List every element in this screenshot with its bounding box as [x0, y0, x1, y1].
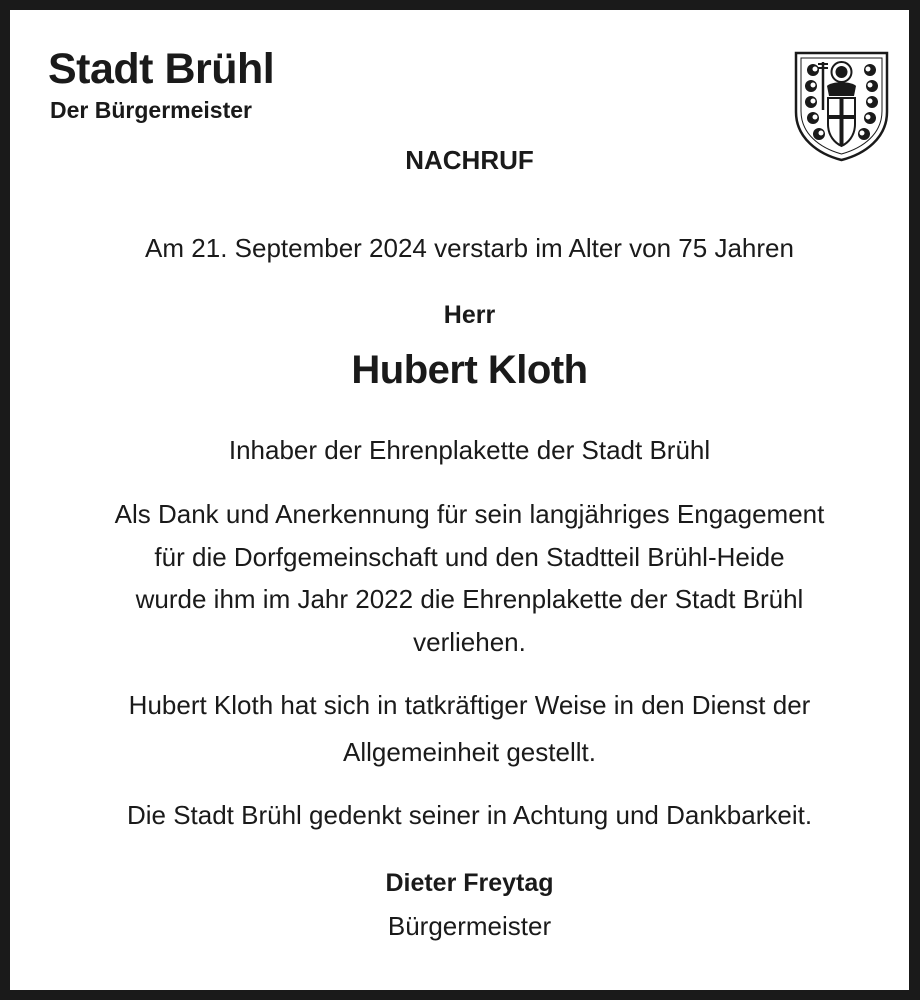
tribute-paragraph [20, 493, 919, 663]
organization-name: Stadt Brühl [48, 45, 275, 93]
tribute-line: wurde ihm im Jahr 2022 die Ehrenplakette der Stadt Brühl [135, 584, 804, 614]
tribute-line: Als Dank und Anerkennung für sein langjähriges Engagement [114, 499, 825, 529]
signer-title: Bürgermeister [387, 911, 552, 941]
signer-name: Dieter Freytag [385, 869, 554, 897]
deceased-name: Hubert Kloth [351, 348, 588, 392]
service-line: Allgemeinheit gestellt. [343, 737, 596, 767]
distinction-text: Inhaber der Ehrenplakette der Stadt Brühl [228, 435, 711, 465]
honorific: Herr [443, 301, 496, 329]
tribute-line: für die Dorfgemeinschaft und den Stadtteil Brühl-Heide [154, 541, 785, 572]
service-line: Hubert Kloth hat sich in tatkräftiger Weise in den Dienst der [128, 690, 811, 720]
death-announcement: Am 21. September 2024 verstarb im Alter von 75 Jahren [145, 233, 794, 263]
notice-heading: NACHRUF [405, 145, 534, 175]
tribute-line: verliehen. [413, 626, 526, 657]
closing-text: Die Stadt Brühl gedenkt seiner in Achtung und Dankbarkeit. [126, 800, 813, 830]
department-name: Der Bürgermeister [50, 97, 252, 123]
service-paragraph [20, 682, 919, 776]
